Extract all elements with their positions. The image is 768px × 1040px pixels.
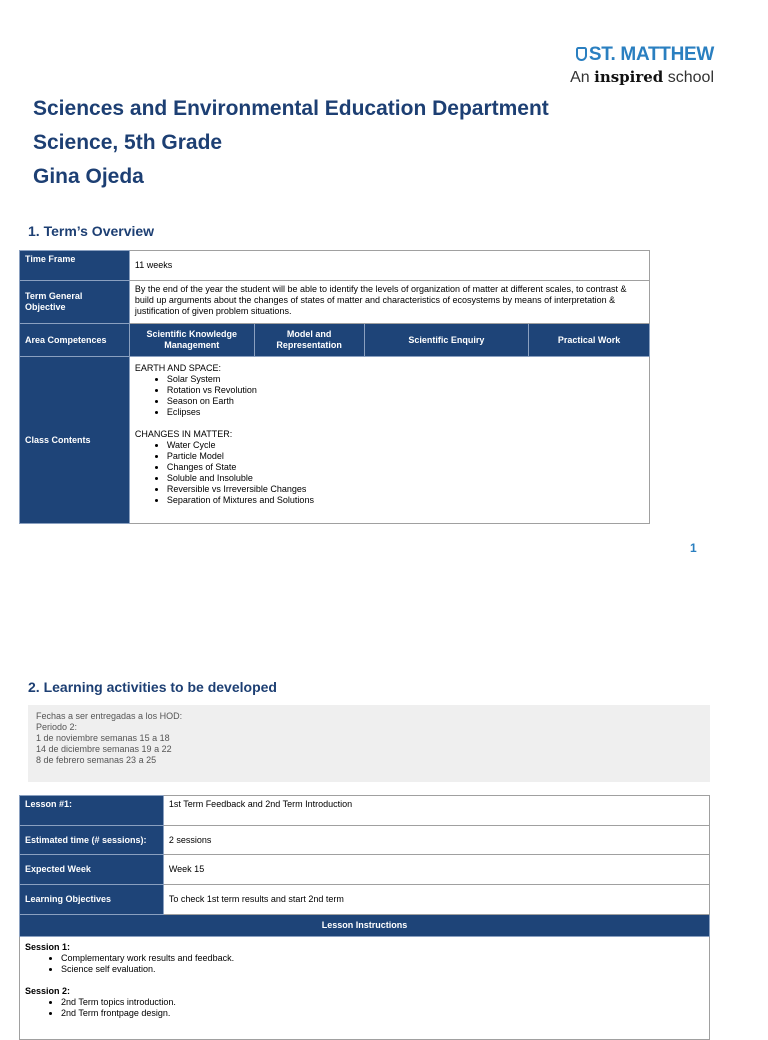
contents-label: Class Contents bbox=[20, 357, 130, 524]
time-label: Estimated time (# sessions): bbox=[20, 826, 164, 855]
note-line: 14 de diciembre semanas 19 a 22 bbox=[36, 744, 172, 754]
department-title: Sciences and Environmental Education Department bbox=[33, 97, 549, 120]
instructions-label: Lesson Instructions bbox=[20, 915, 710, 937]
dates-note bbox=[28, 705, 710, 782]
competences-row bbox=[20, 324, 650, 357]
instructions-header-row bbox=[20, 915, 710, 937]
list-item: • Separation of Mixtures and Solutions bbox=[167, 495, 644, 506]
week-row bbox=[20, 855, 710, 885]
lesson-value: 1st Term Feedback and 2nd Term Introduction bbox=[163, 796, 709, 826]
list-item: • Changes of State bbox=[167, 462, 644, 473]
list-item: • Rotation vs Revolution bbox=[167, 385, 644, 396]
note-line: 1 de noviembre semanas 15 a 18 bbox=[36, 733, 170, 743]
objective-value: By the end of the year the student will be able to identify the levels of organization of matter at different scales, to contrast & build up arguments about the changes of states of matter and characteristics of ecosystems by means of interpretation & justification of given problem situations. bbox=[129, 281, 649, 324]
note-line: Fechas a ser entregadas a los HOD: bbox=[36, 711, 183, 721]
time-row bbox=[20, 826, 710, 855]
week-value: Week 15 bbox=[163, 855, 709, 885]
list-item: • 2nd Term frontpage design. bbox=[61, 1008, 704, 1019]
list-item: • Solar System bbox=[167, 374, 644, 385]
time-frame-value: 11 weeks bbox=[129, 251, 649, 281]
note-line: Periodo 2: bbox=[36, 722, 78, 732]
list-item: • Eclipses bbox=[167, 407, 644, 418]
shield-icon bbox=[576, 47, 587, 61]
contents-value bbox=[129, 357, 649, 524]
overview-table bbox=[19, 250, 650, 524]
session1-title: Session 1: bbox=[25, 942, 71, 952]
objectives-row bbox=[20, 885, 710, 915]
matter-heading: CHANGES IN MATTER: bbox=[134, 429, 233, 439]
logo-tagline: An inspired school bbox=[570, 68, 714, 86]
earth-heading: EARTH AND SPACE: bbox=[134, 363, 222, 373]
week-label: Expected Week bbox=[20, 855, 164, 885]
objectives-label: Learning Objectives bbox=[20, 885, 164, 915]
time-frame-row bbox=[20, 251, 650, 281]
activities-heading: 2. Learning activities to be developed bbox=[28, 679, 277, 695]
competence-item: Model and Representation bbox=[254, 324, 364, 357]
contents-row bbox=[20, 357, 650, 524]
lesson-table bbox=[19, 795, 710, 1040]
note-line: 8 de febrero semanas 23 a 25 bbox=[36, 755, 157, 765]
list-item: • Science self evaluation. bbox=[61, 964, 704, 975]
competence-item: Scientific Enquiry bbox=[364, 324, 529, 357]
list-item: • Particle Model bbox=[167, 451, 644, 462]
list-item: • Water Cycle bbox=[167, 440, 644, 451]
list-item: • Soluble and Insoluble bbox=[167, 473, 644, 484]
session1-list bbox=[25, 953, 704, 975]
competence-item: Practical Work bbox=[529, 324, 650, 357]
list-item: • Reversible vs Irreversible Changes bbox=[167, 484, 644, 495]
matter-list bbox=[135, 440, 644, 506]
list-item: • Season on Earth bbox=[167, 396, 644, 407]
session2-title: Session 2: bbox=[25, 986, 71, 996]
competence-item: Scientific Knowledge Management bbox=[129, 324, 254, 357]
instructions-content bbox=[20, 937, 710, 1040]
course-title: Science, 5th Grade bbox=[33, 131, 223, 154]
school-logo bbox=[564, 44, 714, 87]
teacher-name: Gina Ojeda bbox=[33, 165, 144, 188]
objective-row bbox=[20, 281, 650, 324]
objective-label: Term General Objective bbox=[20, 281, 130, 324]
earth-list bbox=[135, 374, 644, 418]
competences-label: Area Competences bbox=[20, 324, 130, 357]
lesson-label: Lesson #1: bbox=[20, 796, 164, 826]
objectives-value: To check 1st term results and start 2nd term bbox=[163, 885, 709, 915]
session2-list bbox=[25, 997, 704, 1019]
time-frame-label: Time Frame bbox=[20, 251, 130, 281]
instructions-row bbox=[20, 937, 710, 1040]
time-value: 2 sessions bbox=[163, 826, 709, 855]
logo-name: ST. MATTHEW bbox=[588, 44, 714, 65]
overview-heading: 1. Term’s Overview bbox=[28, 223, 155, 239]
list-item: • Complementary work results and feedback. bbox=[61, 953, 704, 964]
list-item: • 2nd Term topics introduction. bbox=[61, 997, 704, 1008]
page-number: 1 bbox=[690, 541, 697, 555]
lesson-row bbox=[20, 796, 710, 826]
